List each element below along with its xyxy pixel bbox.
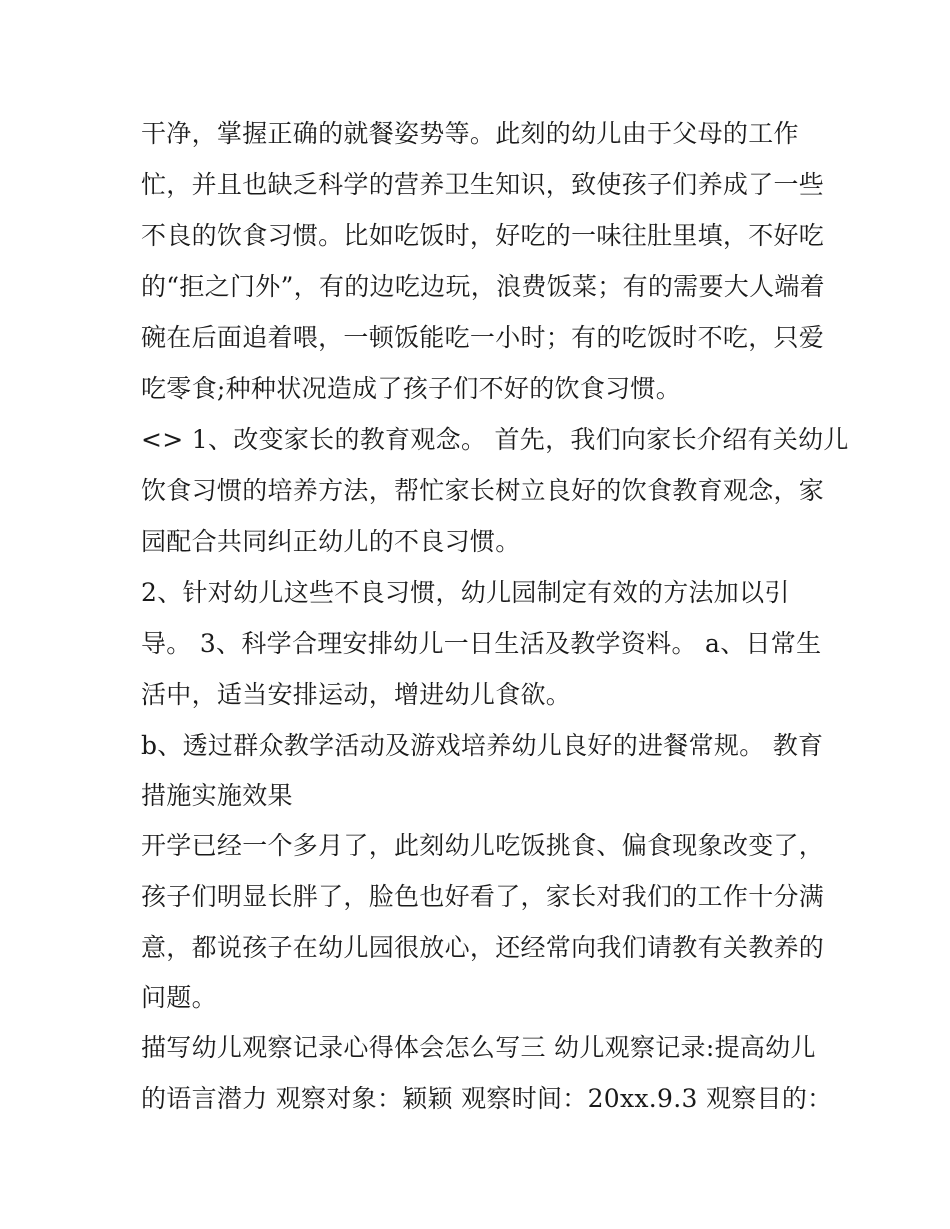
text-line: 措施实施效果: [141, 781, 293, 810]
text-line: 碗在后面追着喂，一顿饭能吃一小时；有的吃饭时不吃，只爱: [141, 323, 825, 352]
text-line: 饮食习惯的培养方法，帮忙家长树立良好的饮食教育观念，家: [141, 476, 825, 505]
text-line: 问题。: [141, 983, 217, 1012]
text-line: 孩子们明显长胖了，脸色也好看了，家长对我们的工作十分满: [141, 882, 825, 911]
text-line: 意，都说孩子在幼儿园很放心，还经常向我们请教有关教养的: [141, 933, 825, 962]
text-line: 的“拒之门外”，有的边吃边玩，浪费饭菜；有的需要大人端着: [141, 272, 825, 301]
document-body: [141, 108, 849, 1124]
text-line: 活中，适当安排运动，增进幼儿食欲。: [141, 680, 572, 709]
text-line: 干净，掌握正确的就餐姿势等。此刻的幼儿由于父母的工作: [141, 119, 799, 148]
text-line: 导。 3、科学合理安排幼儿一日生活及教学资料。 a、日常生: [141, 629, 822, 658]
text-line: <> 1、改变家长的教育观念。 首先，我们向家长介绍有关幼儿: [141, 425, 849, 454]
text-line: 不良的饮食习惯。比如吃饭时，好吃的一味往肚里填，不好吃: [141, 221, 825, 250]
text-line: 忙，并且也缺乏科学的营养卫生知识，致使孩子们养成了一些: [141, 170, 825, 199]
text-line: 开学已经一个多月了，此刻幼儿吃饭挑食、偏食现象改变了，: [141, 831, 825, 860]
text-line: 描写幼儿观察记录心得体会怎么写三 幼儿观察记录:提高幼儿: [141, 1033, 816, 1062]
text-line: 吃零食;种种状况造成了孩子们不好的饮食习惯。: [141, 374, 682, 403]
text-line: 2、针对幼儿这些不良习惯，幼儿园制定有效的方法加以引: [141, 578, 790, 607]
text-line: b、透过群众教学活动及游戏培养幼儿良好的进餐常规。 教育: [141, 731, 824, 760]
text-line: 园配合共同纠正幼儿的不良习惯。: [141, 527, 521, 556]
text-line: 的语言潜力 观察对象：颖颖 观察时间：20xx.9.3 观察目的：: [141, 1084, 833, 1113]
